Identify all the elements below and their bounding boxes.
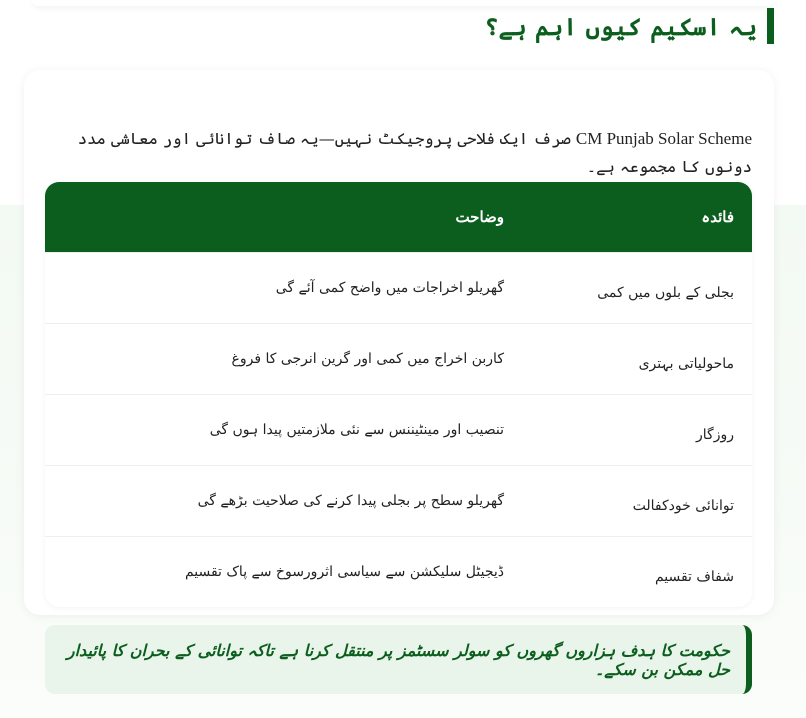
- header-benefit: فائدہ: [522, 182, 752, 252]
- scheme-name: CM Punjab Solar Scheme: [575, 129, 752, 148]
- table-header-row: [45, 182, 752, 252]
- header-description: وضاحت: [45, 182, 522, 252]
- row-description: گھریلو اخراجات میں واضح کمی آئے گی: [45, 252, 522, 323]
- row-benefit: ماحولیاتی بہتری: [522, 323, 752, 394]
- row-description: ڈیجیٹل سلیکشن سے سیاسی اثرورسوخ سے پاک تقسیم: [45, 536, 522, 607]
- row-benefit: توانائی خودکفالت: [522, 465, 752, 536]
- section-title: یہ اسکیم کیوں اہم ہے؟: [484, 11, 757, 41]
- table-row: [45, 536, 752, 607]
- callout-text: حکومت کا ہدف ہزاروں گھروں کو سولر سسٹمز پر منتقل کرنا ہے تاکہ توانائی کے بحران کا پائیدار حل ممکن بن سکے۔: [66, 640, 730, 679]
- intro-paragraph: [40, 125, 752, 181]
- benefits-table: [45, 182, 752, 607]
- heading-accent-bar: [767, 8, 774, 44]
- table-row: [45, 252, 752, 323]
- table-row: [45, 465, 752, 536]
- row-benefit: روزگار: [522, 394, 752, 465]
- row-description: کاربن اخراج میں کمی اور گرین انرجی کا فروغ: [45, 323, 522, 394]
- table-row: [45, 394, 752, 465]
- table-row: [45, 323, 752, 394]
- row-description: گھریلو سطح پر بجلی پیدا کرنے کی صلاحیت بڑھے گی: [45, 465, 522, 536]
- row-benefit: شفاف تقسیم: [522, 536, 752, 607]
- previous-card-edge: [32, 0, 774, 6]
- section-heading: [485, 8, 774, 44]
- intro-text: صرف ایک فلاحی پروجیکٹ نہیں—یہ صاف توانائی اور معاشی مدد دونوں کا مجموعہ ہے۔: [77, 129, 752, 176]
- row-benefit: بجلی کے بلوں میں کمی: [522, 252, 752, 323]
- goal-callout: [45, 625, 752, 694]
- row-description: تنصیب اور مینٹیننس سے نئی ملازمتیں پیدا ہوں گی: [45, 394, 522, 465]
